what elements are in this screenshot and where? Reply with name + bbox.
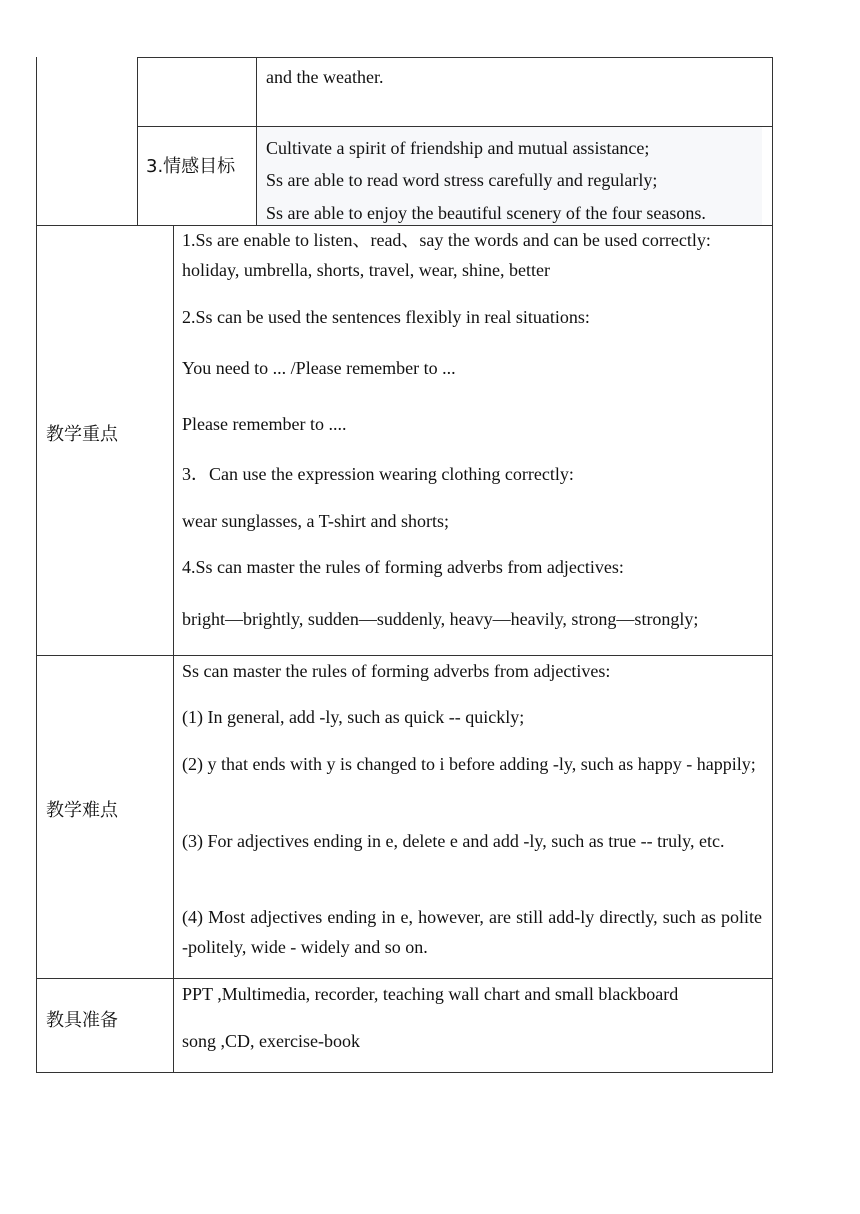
border-left-top <box>36 57 37 225</box>
key-point-line-8: 4.Ss can master the rules of forming adverbs from adjectives: <box>182 557 624 577</box>
emotion-goal-line-2: Ss are able to read word stress carefully and regularly; <box>266 170 658 190</box>
difficulty-line-2: (1) In general, add -ly, such as quick -- quickly; <box>182 707 525 727</box>
border-lower-divider <box>173 225 174 1073</box>
teaching-aids-line-2: song ,CD, exercise-book <box>182 1031 360 1051</box>
key-point-line-6: 3．Can use the expression wearing clothing correctly: <box>182 464 574 484</box>
key-point-line-3: 2.Ss can be used the sentences flexibly in real situations: <box>182 307 590 327</box>
border-inner-left-top <box>137 57 138 225</box>
key-points-label: 教学重点 <box>46 424 118 445</box>
difficulty-line-5: (4) Most adjectives ending in e, however, are still add-ly directly, such as polite -politely, wide - widely and so on. <box>182 907 762 957</box>
border-row-2 <box>36 978 773 979</box>
key-point-line-7: wear sunglasses, a T-shirt and shorts; <box>182 511 449 531</box>
border-right-top <box>772 57 773 225</box>
emotion-goal-line-3: Ss are able to enjoy the beautiful scenery of the four seasons. <box>266 203 706 223</box>
key-point-line-4: You need to ... /Please remember to ... <box>182 358 456 378</box>
difficulty-line-3: (2) y that ends with y is changed to i before adding -ly, such as happy - happily; <box>182 754 756 774</box>
border-lower-left <box>36 225 37 1073</box>
difficulties-label: 教学难点 <box>46 800 118 821</box>
key-point-line-9: bright—brightly, sudden—suddenly, heavy—heavily, strong—strongly; <box>182 609 699 629</box>
border-top-row <box>137 57 773 58</box>
teaching-aids-line-1: PPT ,Multimedia, recorder, teaching wall chart and small blackboard <box>182 984 679 1004</box>
continuation-text: and the weather. <box>266 67 384 87</box>
emotion-goal-line-1: Cultivate a spirit of friendship and mutual assistance; <box>266 138 650 158</box>
border-lower-right <box>772 225 773 1073</box>
key-point-line-5: Please remember to .... <box>182 414 347 434</box>
difficulty-line-1: Ss can master the rules of forming adverbs from adjectives: <box>182 661 611 681</box>
key-point-line-2: holiday, umbrella, shorts, travel, wear, shine, better <box>182 260 550 280</box>
border-row-1 <box>36 655 773 656</box>
border-lower-top <box>36 225 773 226</box>
teaching-aids-label: 教具准备 <box>46 1010 118 1031</box>
difficulty-line-4: (3) For adjectives ending in e, delete e and add -ly, such as true -- truly, etc. <box>182 831 725 851</box>
border-bottom <box>36 1072 773 1073</box>
key-point-line-1: 1.Ss are enable to listen、read、say the words and can be used correctly: <box>182 230 711 250</box>
emotion-goal-label: 3.情感目标 <box>146 156 236 177</box>
